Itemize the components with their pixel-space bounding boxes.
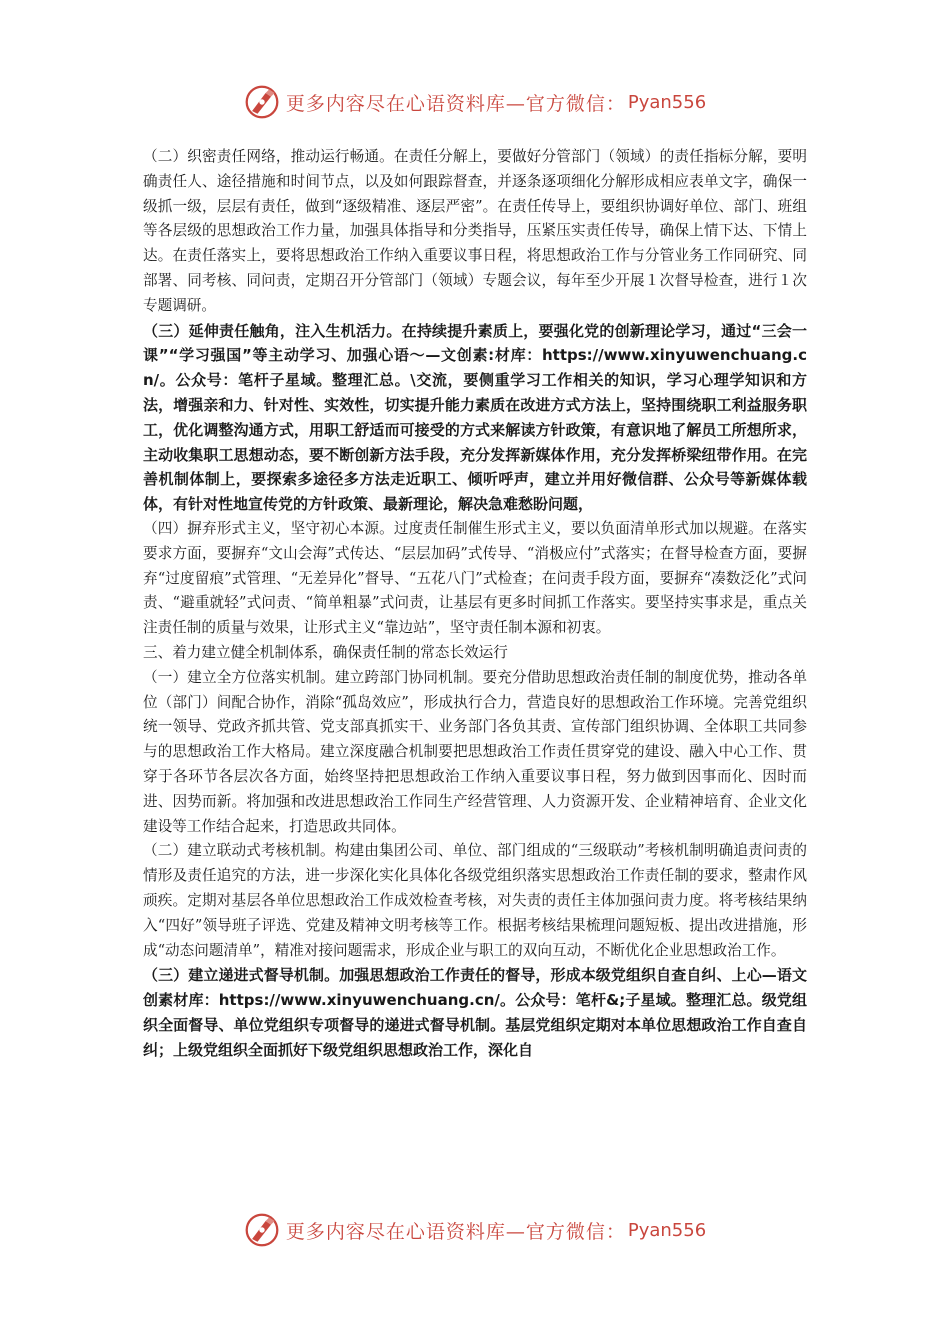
paragraph-implementation-mechanism: （一）建立全方位落实机制。建立跨部门协同机制。要充分借助思想政治责任制的制度优势，推动各单位（部门）间配合协作，消除“孤岛效应”，形成执行合力，营造良好的思想政治工作环境。完善党组织统一领导、党政齐抓共管、党支部真抓实干、业务部门各负其责、宣传部门组织协调、全体职工共同参与的思想政治工作大格局。建立深度融合机制要把思想政治工作责任贯穿党的建设、融入中心工作、贯穿于各环节各层次各方面，始终坚持把思想政治工作纳入重要议事日程，努力做到因事而化、因时而进、因势而新。将加强和改进思想政治工作同生产经营管理、人力资源开发、企业精神培育、企业文化建设等工作结合起来，打造思政共同体。: [143, 668, 807, 835]
header-banner: [0, 80, 950, 124]
brand-logo-icon: [244, 84, 280, 120]
banner-text: 更多内容尽在心语资料库—官方微信：: [285, 92, 626, 115]
section-heading-mechanism: 三、着力建立健全机制体系，确保责任制的常态长效运行: [143, 643, 508, 661]
footer-banner: [0, 1208, 950, 1252]
brand-logo-icon: [244, 1212, 280, 1248]
paragraph-responsibility-network: （二）织密责任网络，推动运行畅通。在责任分解上，要做好分管部门（领域）的责任指标分解，要明确责任人、途径措施和时间节点，以及如何跟踪督查，并逐条逐项细化分解形成相应表单文字，确保一级抓一级，层层有责任，做到“逐级精准、逐层严密”。在责任传导上，要组织协调好单位、部门、班组等各层级的思想政治工作力量，加强具体指导和分类指导，压紧压实责任传导，确保上情下达、下情上达。在责任落实上，要将思想政治工作纳入重要议事日程，将思想政治工作与分管业务工作同研究、同部署、同考核、同问责，定期召开分管部门（领域）专题会议，每年至少开展１次督导检查，进行１次专题调研。: [143, 148, 807, 314]
paragraph-assessment-mechanism: （二）建立联动式考核机制。构建由集团公司、单位、部门组成的“三级联动”考核机制明确追责问责的情形及责任追究的方法，进一步深化实化具体化各级党组织落实思想政治工作责任制的要求，整肃作风顽疾。定期对基层各单位思想政治工作成效检查考核，对失责的责任主体加强问责力度。将考核结果纳入“四好”领导班子评选、党建及精神文明考核等工作。根据考核结果梳理问题短板、提出改进措施，形成“动态问题清单”，精准对接问题需求，形成企业与职工的双向互动，不断优化企业思想政治工作。: [143, 842, 807, 959]
banner-text: 更多内容尽在心语资料库—官方微信：: [285, 1220, 626, 1243]
banner-wechat-id: Pyan556: [627, 1219, 707, 1241]
document-body: [143, 145, 807, 1062]
paragraph-supervision-mechanism: （三）建立递进式督导机制。加强思想政治工作责任的督导，形成本级党组织自查自纠、上心—语文创素材库：https://www.xinyuwenchuang.cn/。公众号：笔杆&;子星域。整理汇总。级党组织全面督导、单位党组织专项督导的递进式督导机制。基层党组织定期对本单位思想政治工作自查自纠；上级党组织全面抓好下级党组织思想政治工作，深化自: [143, 966, 807, 1059]
paragraph-extend-responsibility: （三）延伸责任触角，注入生机活力。在持续提升素质上，要强化党的创新理论学习，通过“三会一课”“学习强国”等主动学习、加强心语～—文创素:材库：https://www.xinyuwenchuang.cn/。公众号：笔杆子星域。整理汇总。\交流，要侧重学习工作相关的知识，学习心理学知识和方法，增强亲和力、针对性、实效性，切实提升能力素质在改进方式方法上，坚持围绕职工利益服务职工，优化调整沟通方式，用职工舒适而可接受的方式来解读方针政策，有意识地了解员工所想所求，主动收集职工思想动态，要不断创新方法手段，充分发挥新媒体作用，充分发挥桥梁纽带作用。在完善机制体制上，要探索多途径多方法走近职工、倾听呼声，建立并用好微信群、公众号等新媒体载体，有针对性地宣传党的方针政策、最新理论，解决急难愁盼问题，: [143, 321, 807, 514]
banner-wechat-id: Pyan556: [627, 91, 707, 113]
paragraph-abandon-formalism: （四）摒弃形式主义，坚守初心本源。过度责任制催生形式主义，要以负面清单形式加以规避。在落实要求方面，要摒弃“文山会海”式传达、“层层加码”式传导、“消极应付”式落实；在督导检查方面，要摒弃“过度留痕”式管理、“无差异化”督导、“五花八门”式检查；在问责手段方面，要摒弃“凑数泛化”式问责、“避重就轻”式问责、“简单粗暴”式问责，让基层有更多时间抓工作落实。要坚持实事求是，重点关注责任制的质量与效果，让形式主义“靠边站”，坚守责任制本源和初衷。: [143, 519, 807, 637]
